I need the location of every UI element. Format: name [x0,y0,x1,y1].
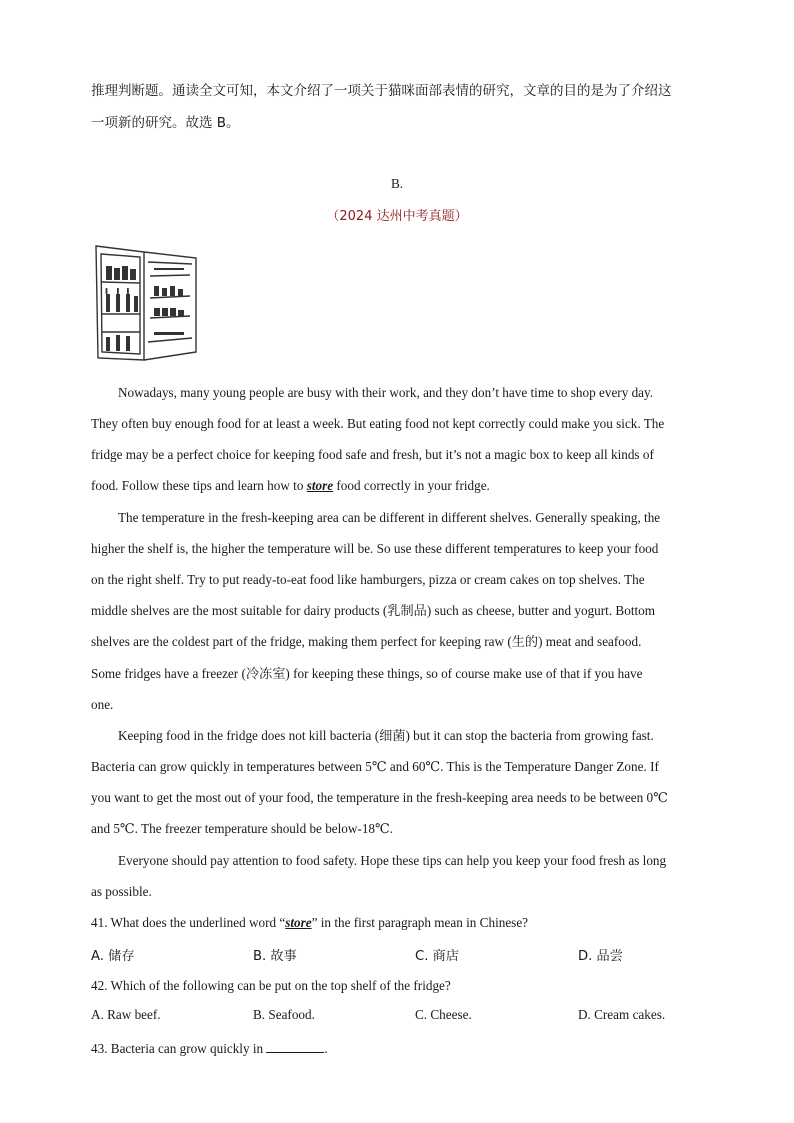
passage-p1-line-2: They often buy enough food for at least a week. But eating food not kept correctly could make you sick. The [91,416,665,431]
passage-p2-line-4: middle shelves are the most suitable for dairy products (乳制品) such as cheese, butter and yogurt. Bottom [91,603,655,618]
passage-p3-line-3: you want to get the most out of your food, the temperature in the fresh-keeping area needs to be between 0℃ [91,790,668,805]
question-42-option-c[interactable]: C. Cheese. [415,1007,472,1022]
passage-p1-line-4 [91,476,703,496]
answer-blank[interactable] [266,1040,324,1053]
underlined-word-store: store [306,478,334,493]
passage-p2-line-5: shelves are the coldest part of the fridge, making them perfect for keeping raw (生的) meat and seafood. [91,634,642,649]
section-label: B. [390,176,404,191]
fridge-illustration [92,242,202,364]
question-42-options [91,1007,711,1027]
question-42-option-b[interactable]: B. Seafood. [253,1007,315,1022]
question-41-stem-before: 41. What does the underlined word “ [91,915,286,930]
question-41-options [91,945,711,965]
question-42-option-d[interactable]: D. Cream cakes. [578,1007,666,1022]
passage-p1-line-1: Nowadays, many young people are busy with their work, and they don’t have time to shop every day. [118,385,654,400]
passage-p1-line-4-after: food correctly in your fridge. [333,478,490,493]
analysis-line-1: 推理判断题。通读全文可知，本文介绍了一项关于猫咪面部表情的研究，文章的目的是为了介绍这 [91,83,672,99]
section-source: （2024 达州中考真题） [326,209,468,224]
passage-p1-line-4-before: food. Follow these tips and learn how to [91,478,307,493]
question-41-option-a[interactable]: A. 储存 [91,949,135,964]
question-43-stem-end: . [324,1041,328,1056]
question-43-stem-text: 43. Bacteria can grow quickly in [91,1041,264,1056]
question-42-stem: 42. Which of the following can be put on the top shelf of the fridge? [91,978,451,993]
passage-p3-line-4: and 5℃. The freezer temperature should be below-18℃. [91,821,394,836]
question-41-option-b[interactable]: B. 故事 [253,949,297,964]
passage-p2-line-2: higher the shelf is, the higher the temperature will be. So use these different temperatures to keep your food [91,541,659,556]
passage-p2-line-6: Some fridges have a freezer (冷冻室) for keeping these things, so of course make use of that if you have [91,666,643,681]
passage-p2-line-7: one. [91,697,114,712]
passage-p1-line-3: fridge may be a perfect choice for keeping food safe and fresh, but it’s not a magic box to keep all kinds of [91,447,654,462]
question-41-option-d[interactable]: D. 品尝 [578,949,623,964]
passage-p3-line-2: Bacteria can grow quickly in temperatures between 5℃ and 60℃. This is the Temperature Danger Zone. If [91,759,659,774]
question-42-option-a[interactable]: A. Raw beef. [91,1007,161,1022]
question-41-option-c[interactable]: C. 商店 [415,949,459,964]
analysis-line-2: 一项新的研究。故选 B。 [91,115,240,131]
passage-p3-line-1: Keeping food in the fridge does not kill bacteria (细菌) but it can stop the bacteria from growing fast. [118,728,654,743]
question-43-stem [91,1039,703,1059]
question-41-stem [91,913,703,933]
passage-p4-line-1: Everyone should pay attention to food safety. Hope these tips can help you keep your food fresh as long [118,853,667,868]
question-41-word: store [285,915,312,930]
question-41-stem-after: ” in the first paragraph mean in Chinese? [311,915,529,930]
passage-p2-line-1: The temperature in the fresh-keeping area can be different in different shelves. Generally speaking, the [118,510,661,525]
passage-p2-line-3: on the right shelf. Try to put ready-to-eat food like hamburgers, pizza or cream cakes on top shelves. The [91,572,645,587]
passage-p4-line-2: as possible. [91,884,152,899]
